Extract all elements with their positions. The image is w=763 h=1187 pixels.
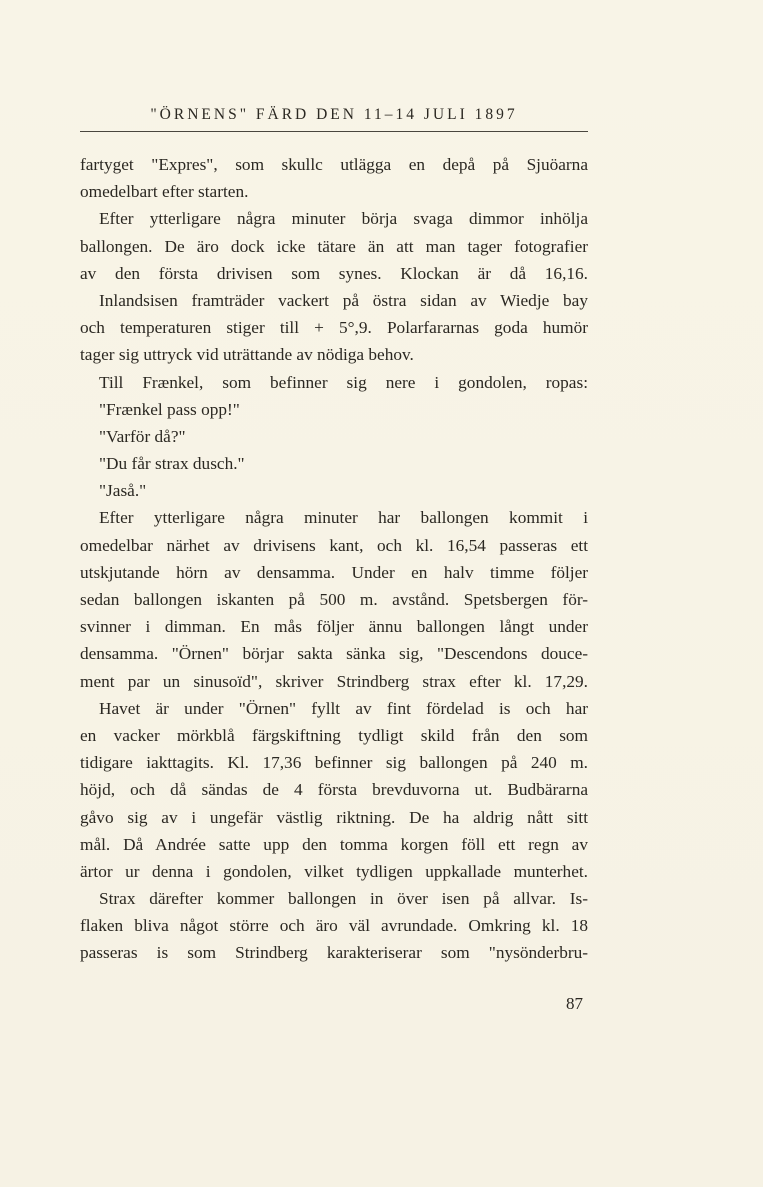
text-line: och temperaturen stiger till + 5°,9. Polarfararnas goda humör [80, 318, 588, 338]
page-number: 87 [566, 994, 583, 1013]
text-line: tager sig uttryck vid uträttande av nödiga behov. [80, 345, 414, 365]
text-line: ballongen. De äro dock icke tätare än att man tager fotografier [80, 236, 588, 256]
text-line: "Varför då?" [99, 426, 186, 446]
text-line: ment par un sinusoïd", skriver Strindberg strax efter kl. 17,29. [80, 671, 588, 691]
text-line: tidigare iakttagits. Kl. 17,36 befinner sig ballongen på 240 m. [80, 753, 588, 773]
text-line: av den första drivisen som synes. Klockan är då 16,16. [80, 263, 588, 283]
text-line: Efter ytterligare några minuter har ballongen kommit i [99, 508, 588, 528]
text-line: mål. Då Andrée satte upp den tomma korgen föll ett regn av [80, 834, 588, 854]
text-line: höjd, och då sändas de 4 första brevduvorna ut. Budbärarna [80, 780, 588, 800]
text-line: "Frænkel pass opp!" [99, 399, 240, 419]
text-line: sedan ballongen iskanten på 500 m. avstånd. Spetsbergen för- [80, 590, 588, 609]
text-line: en vacker mörkblå färgskiftning tydligt skild från den som [80, 725, 588, 745]
text-line: omedelbart efter starten. [80, 182, 249, 202]
text-line: "Jaså." [99, 481, 147, 501]
text-line: svinner i dimman. En mås följer ännu ballongen långt under [80, 617, 588, 637]
text-line: densamma. "Örnen" börjar sakta sänka sig, "Descendons douce- [80, 644, 588, 664]
text-line: Efter ytterligare några minuter börja svaga dimmor inhölja [99, 209, 588, 229]
text-line: fartyget "Expres", som skullc utlägga en depå på Sjuöarna [80, 155, 588, 174]
text-line: Inlandsisen framträder vackert på östra sidan av Wiedje bay [99, 290, 588, 310]
text-line: Havet är under "Örnen" fyllt av fint fördelad is och har [99, 698, 588, 718]
text-line: ärtor ur denna i gondolen, vilket tydligen uppkallade munterhet. [80, 861, 588, 881]
body-text [80, 151, 588, 967]
text-line: utskjutande hörn av densamma. Under en halv timme följer [80, 562, 588, 582]
header-rule [80, 131, 588, 132]
text-line: Strax därefter kommer ballongen in över isen på allvar. Is- [99, 889, 588, 909]
text-line: gåvo sig av i ungefär västlig riktning. De ha aldrig nått sitt [80, 807, 588, 827]
text-line: passeras is som Strindberg karakteriserar som "nysönderbru- [80, 943, 588, 963]
text-line: Till Frænkel, som befinner sig nere i gondolen, ropas: [99, 372, 588, 392]
running-header: "ÖRNENS" FÄRD DEN 11–14 JULI 1897 [150, 106, 518, 123]
text-line: flaken bliva något större och äro väl avrundade. Omkring kl. 18 [80, 916, 588, 936]
text-line: omedelbar närhet av drivisens kant, och kl. 16,54 passeras ett [80, 535, 588, 555]
text-line: "Du får strax dusch." [99, 454, 245, 474]
